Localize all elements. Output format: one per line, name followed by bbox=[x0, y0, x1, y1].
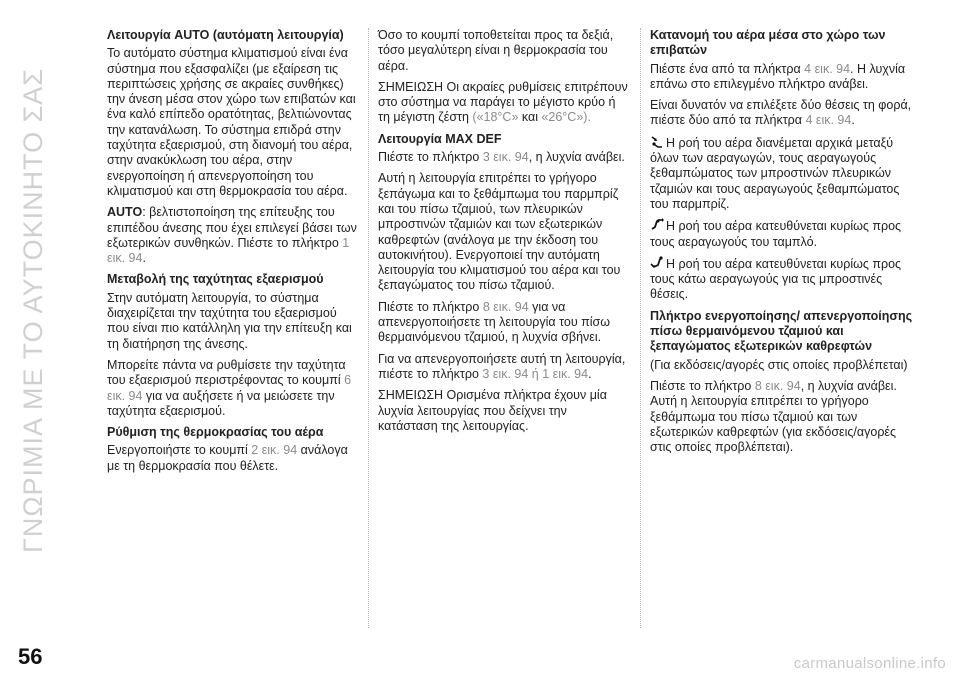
paragraph-flow-dashboard: Η ροή του αέρα κατευθύνεται κυρίως προς τους αεραγωγούς του ταμπλό. bbox=[650, 219, 902, 249]
heading-auto-mode: Λειτουργία AUTO (αυτόματη λειτουργία) bbox=[107, 28, 344, 42]
heading-fan-speed: Μεταβολή της ταχύτητας εξαερισμού bbox=[107, 272, 324, 287]
paragraph-versions-note: (Για εκδόσεις/αγορές στις οποίες προβλέπεται) bbox=[650, 357, 908, 372]
figure-ref: 8 εικ. 94 bbox=[482, 299, 529, 314]
figure-ref: 1 εικ. 94 bbox=[107, 235, 350, 266]
paragraph-distribution-press: Πιέστε ένα από τα πλήκτρα 4 εικ. 94. Η λυχνία επάνω στο επιλεγμένο πλήκτρο ανάβει. bbox=[650, 61, 906, 91]
airflow-windshield-icon bbox=[650, 135, 664, 148]
figure-ref: 2 εικ. 94 bbox=[251, 443, 298, 458]
paragraph-note-extremes: ΣΗΜΕΙΩΣΗ Οι ακραίες ρυθμίσεις επιτρέπουν στο σύστημα να παράγει το μέγιστο κρύο ή τη μέγιστη ζέστη («18°C» και «26°C»). bbox=[378, 79, 628, 125]
paragraph-flow-all-vents: Η ροή του αέρα διανέμεται αρχικά μεταξύ όλων των αεραγωγών, τους αεραγωγούς ξεθαμπώματος των μπροστινών πλευρικών τζαμιών και τους αεραγωγούς ξεθαμπώματος του παρμπρίζ. bbox=[650, 135, 900, 211]
chapter-title-text: ΓΝΩΡΙΜΙΑ ΜΕ ΤΟ ΑΥΤΟΚΙΝΗΤΟ ΣΑΣ bbox=[18, 67, 49, 553]
heading-max-def: Λειτουργία MAX DEF bbox=[378, 131, 502, 146]
heading-rear-defrost-button: Πλήκτρο ενεργοποίησης/ απενεργοποίησης πίσω θερμαινόμενου τζαμιού και ξεπαγώματος εξωτερικών καθρεφτών bbox=[650, 308, 913, 354]
heading-air-distribution: Κατανομή του αέρα μέσα στο χώρο των επιβατών bbox=[650, 28, 886, 58]
text-column-3 bbox=[650, 28, 915, 461]
watermark: carmanualsonline.info bbox=[793, 655, 946, 672]
heading-temperature: Ρύθμιση της θερμοκρασίας του αέρα bbox=[107, 425, 324, 440]
paragraph-fan-speed-1: Στην αυτόματη λειτουργία, το σύστημα διαχειρίζεται την ταχύτητα του εξαερισμού που είναι πιο κατάλληλη για την επίτευξη και τη διατήρηση της άνεσης. bbox=[107, 290, 352, 351]
figure-ref: 4 εικ. 94 bbox=[805, 113, 852, 128]
paragraph-note-leds: ΣΗΜΕΙΩΣΗ Ορισμένα πλήκτρα έχουν μία λυχνία λειτουργίας που δείχνει την κατάσταση της λειτουργίας. bbox=[378, 388, 607, 433]
figure-ref: 6 εικ. 94 bbox=[107, 373, 352, 403]
airflow-dashboard-icon bbox=[650, 218, 664, 231]
paragraph-rear-defrost-press: Πιέστε το πλήκτρο 8 εικ. 94, η λυχνία ανάβει. Αυτή η λειτουργία επιτρέπει το γρήγορο ξεθάμπωμα του πίσω τζαμιού και των εξωτερικών καθρεφτών (για εκδόσεις/αγορές στις οποίες προβλέπεται). bbox=[650, 378, 897, 455]
figure-ref: 8 εικ. 94 bbox=[754, 378, 801, 393]
paragraph-fan-speed-2: Μπορείτε πάντα να ρυθμίσετε την ταχύτητα του εξαερισμού περιστρέφοντας το κουμπί 6 εικ. 94 για να αυξήσετε ή να μειώσετε την ταχύτητα εξαερισμού. bbox=[107, 357, 352, 418]
chapter-title-vertical bbox=[10, 20, 58, 600]
paragraph-max-def-off: Για να απενεργοποιήσετε αυτή τη λειτουργία, πιέστε το πλήκτρο 3 εικ. 94 ή 1 εικ. 94. bbox=[378, 351, 626, 381]
text-column-2 bbox=[378, 28, 630, 440]
column-divider-1 bbox=[368, 28, 370, 628]
paragraph-max-def-description: Αυτή η λειτουργία επιτρέπει το γρήγορο ξεπάγωμα και το ξεθάμπωμα του παρμπρίζ και του πίσω τζαμιού, των πλευρικών μπροστινών τζαμιών και των εξωτερικών καθρεφτών (ανάλογα με την έκδοση του αυτοκινήτου). Ενεργοποιεί την αυτόματη λειτουργία του κλιματισμού του αέρα και του ξεπαγώματος του πίσω τζαμιού. bbox=[378, 171, 621, 293]
paragraph-rear-window-off: Πιέστε το πλήκτρο 8 εικ. 94 για να απενεργοποιήσετε τη λειτουργία του πίσω θερμαινόμενου τζαμιού, η λυχνία σβήνει. bbox=[378, 299, 611, 345]
figure-ref: 3 εικ. 94 ή 1 εικ. 94 bbox=[482, 366, 589, 381]
paragraph-flow-feet: Η ροή του αέρα κατευθύνεται κυρίως προς τους κάτω αεραγωγούς για τις μπροστινές θέσεις. bbox=[650, 256, 902, 302]
paragraph-two-positions: Είναι δυνατόν να επιλέξετε δύο θέσεις τη φορά, πιέστε δύο από τα πλήκτρα 4 εικ. 94. bbox=[650, 98, 912, 128]
paragraph-temp-direction: Όσο το κουμπί τοποθετείται προς τα δεξιά, τόσο μεγαλύτερη είναι η θερμοκρασία του αέρα. bbox=[378, 28, 614, 73]
figure-ref: 3 εικ. 94 bbox=[482, 150, 529, 165]
paragraph-max-def-press: Πιέστε το πλήκτρο 3 εικ. 94, η λυχνία ανάβει. bbox=[378, 150, 625, 165]
text-column-1 bbox=[107, 28, 359, 480]
airflow-feet-icon bbox=[650, 256, 664, 269]
auto-label: AUTO bbox=[107, 205, 143, 220]
paragraph-auto-description: Το αυτόματο σύστημα κλιματισμού είναι ένα σύστημα που εξασφαλίζει (με εξαίρεση τις περιπτώσεις χρήσης σε ακραίες συνθήκες) την άνεση μέσα στον χώρο των επιβατών και ένα καλό επίπεδο ορατότητας, βελτιώνοντας την κατανάλωση. Το σύστημα επιδρά στην ταχύτητα εξαερισμού, στη διανομή του αέρα, στην ανακύκλωση του αέρα, στην ενεργοποίηση ή απενεργοποίηση του κλιματισμού και στη θερμοκρασία του αέρα. bbox=[107, 46, 356, 198]
column-divider-2 bbox=[640, 28, 642, 628]
paragraph-temperature: Ενεργοποιήστε το κουμπί 2 εικ. 94 ανάλογα με τη θερμοκρασία που θέλετε. bbox=[107, 443, 348, 473]
page-number: 56 bbox=[18, 644, 43, 669]
paragraph-auto-button: AUTO: βελτιστοποίηση της επίτευξης του επιπέδου άνεσης που έχει επιλεγεί βάσει των εξωτερικών συνθηκών. Πιέστε το πλήκτρο 1 εικ. 94. bbox=[107, 205, 357, 266]
figure-ref: 4 εικ. 94 bbox=[804, 61, 851, 76]
